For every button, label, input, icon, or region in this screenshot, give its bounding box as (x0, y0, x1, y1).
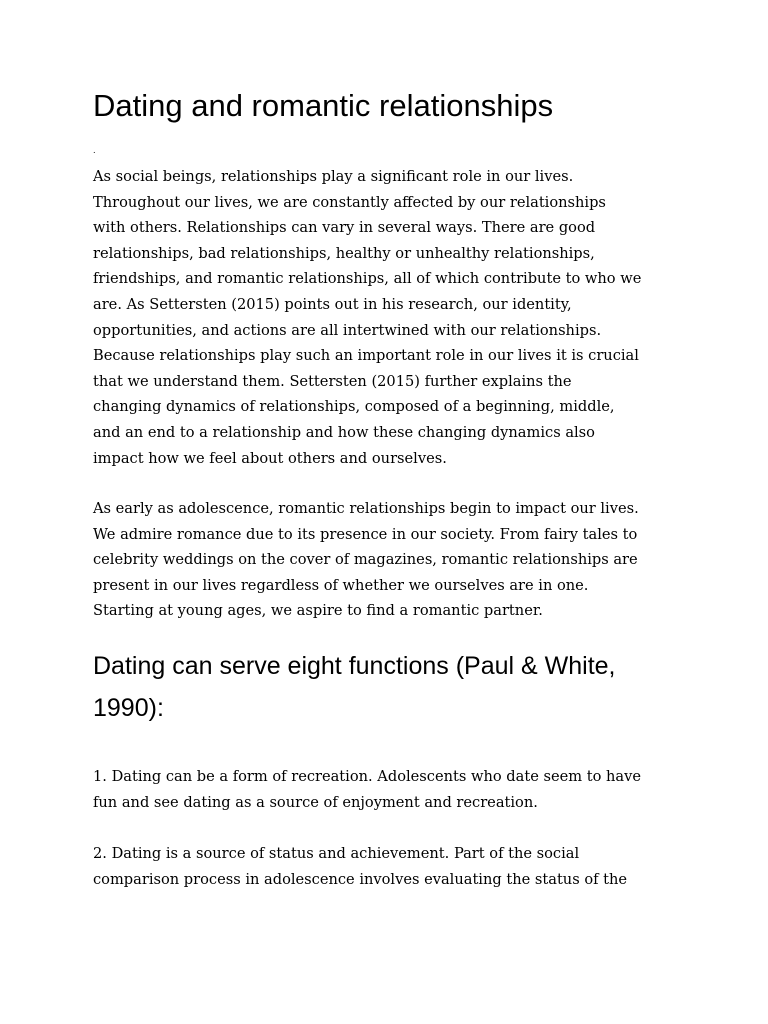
paragraph-line: that we understand them. Settersten (2015) further explains the (93, 372, 572, 390)
paragraph-line: As social beings, relationships play a significant role in our lives. (93, 168, 574, 185)
list-item-recreation (93, 764, 641, 815)
paragraph-line: and an end to a relationship and how these changing dynamics also (93, 423, 595, 441)
paragraph-line: present in our lives regardless of whether we ourselves are in one. (93, 576, 589, 594)
paragraph-line: friendships, and romantic relationships, all of which contribute to who we (93, 270, 642, 288)
heading-line: Dating can serve eight functions (Paul & White, (93, 652, 616, 680)
adolescence-paragraph (93, 496, 639, 624)
paragraph-line: changing dynamics of relationships, composed of a beginning, middle, (93, 398, 615, 416)
list-item-line: 1. Dating can be a form of recreation. Adolescents who date seem to have (93, 768, 641, 785)
paragraph-line: opportunities, and actions are all intertwined with our relationships. (93, 321, 602, 339)
section-heading (93, 645, 616, 729)
paragraph-line: As early as adolescence, romantic relationships begin to impact our lives. (93, 500, 639, 517)
paragraph-line: are. As Settersten (2015) points out in his research, our identity, (93, 295, 572, 313)
paragraph-line: celebrity weddings on the cover of magazines, romantic relationships are (93, 551, 638, 569)
paragraph-line: impact how we feel about others and ourselves. (93, 449, 447, 467)
intro-paragraph (93, 164, 641, 471)
list-item-line: 2. Dating is a source of status and achievement. Part of the social (93, 845, 580, 862)
paragraph-line: We admire romance due to its presence in our society. From fairy tales to (93, 525, 638, 543)
list-item-line: comparison process in adolescence involves evaluating the status of the (93, 870, 628, 888)
paragraph-line: with others. Relationships can vary in several ways. There are good (93, 219, 596, 237)
heading-line: 1990): (93, 694, 164, 722)
paragraph-line: Throughout our lives, we are constantly affected by our relationships (93, 193, 606, 211)
page-title: Dating and romantic relationships (93, 88, 554, 123)
list-item-status (93, 841, 627, 892)
paragraph-line: Because relationships play such an important role in our lives it is crucial (93, 347, 639, 365)
list-item-line: fun and see dating as a source of enjoyment and recreation. (93, 793, 538, 811)
paragraph-line: relationships, bad relationships, healthy or unhealthy relationships, (93, 244, 595, 262)
paragraph-line: Starting at young ages, we aspire to find a romantic partner. (93, 602, 543, 620)
stray-dot: . (93, 146, 96, 155)
